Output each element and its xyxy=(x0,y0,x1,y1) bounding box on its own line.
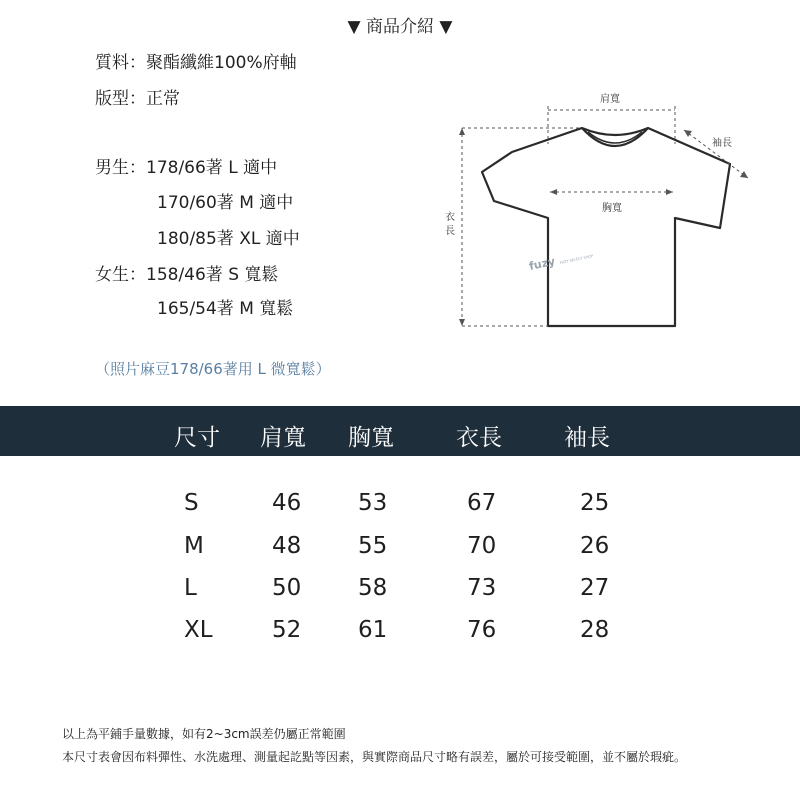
female-fit-line: 女生：158/46著 S 寬鬆 xyxy=(95,265,279,285)
shoulder-label: 肩寬 xyxy=(600,94,620,105)
male-fit-line: 男生：178/66著 L 適中 xyxy=(95,158,278,178)
cell-length: 67 xyxy=(467,490,497,516)
cell-shoulder: 46 xyxy=(272,490,302,516)
cell-size: S xyxy=(184,490,199,516)
header-length: 衣長 xyxy=(456,425,502,451)
cell-size: XL xyxy=(184,617,213,643)
cell-length: 70 xyxy=(467,533,497,559)
header-shoulder: 肩寬 xyxy=(260,425,306,451)
header-size: 尺寸 xyxy=(174,425,220,451)
cell-sleeve: 25 xyxy=(580,490,610,516)
header-sleeve: 袖長 xyxy=(564,425,610,451)
cell-size: M xyxy=(184,533,204,559)
cell-length: 73 xyxy=(467,575,497,601)
male-fit-line: 180/85著 XL 適中 xyxy=(157,229,300,249)
footnote: 以上為平鋪手量數據，如有2~3cm誤差仍屬正常範圍 xyxy=(62,727,346,741)
cell-chest: 58 xyxy=(358,575,388,601)
cell-size: L xyxy=(184,575,197,601)
brand-watermark: fuzy xyxy=(527,254,557,273)
measurement-diagram xyxy=(432,80,762,340)
cell-shoulder: 48 xyxy=(272,533,302,559)
table-header-band xyxy=(0,406,800,456)
cell-sleeve: 28 xyxy=(580,617,610,643)
material-line: 質料：聚酯纖維100%府軸 xyxy=(95,53,297,73)
sleeve-label: 袖長 xyxy=(712,138,732,149)
cell-shoulder: 50 xyxy=(272,575,302,601)
cell-length: 76 xyxy=(467,617,497,643)
male-fit-line: 170/60著 M 適中 xyxy=(157,193,294,213)
cell-chest: 61 xyxy=(358,617,388,643)
fit-line: 版型：正常 xyxy=(95,89,180,109)
model-note: （照片麻豆178/66著用 L 微寬鬆） xyxy=(95,360,331,378)
cell-chest: 55 xyxy=(358,533,388,559)
header-chest: 胸寬 xyxy=(348,425,394,451)
section-title: ▼ 商品介紹 ▼ xyxy=(347,17,453,37)
chest-label: 胸寬 xyxy=(602,203,622,214)
footnote: 本尺寸表會因布料彈性、水洗處理、測量起訖點等因素，與實際商品尺寸略有誤差，屬於可接受範圍，並不屬於瑕疵。 xyxy=(62,750,687,764)
tshirt-outline-icon xyxy=(482,128,730,326)
length-label-bottom: 長 xyxy=(445,226,455,237)
cell-sleeve: 26 xyxy=(580,533,610,559)
female-fit-line: 165/54著 M 寬鬆 xyxy=(157,299,294,319)
cell-chest: 53 xyxy=(358,490,388,516)
brand-watermark-small: FUZY SELECT SHOP xyxy=(559,253,594,265)
cell-shoulder: 52 xyxy=(272,617,302,643)
length-label-top: 衣 xyxy=(445,212,455,223)
cell-sleeve: 27 xyxy=(580,575,610,601)
